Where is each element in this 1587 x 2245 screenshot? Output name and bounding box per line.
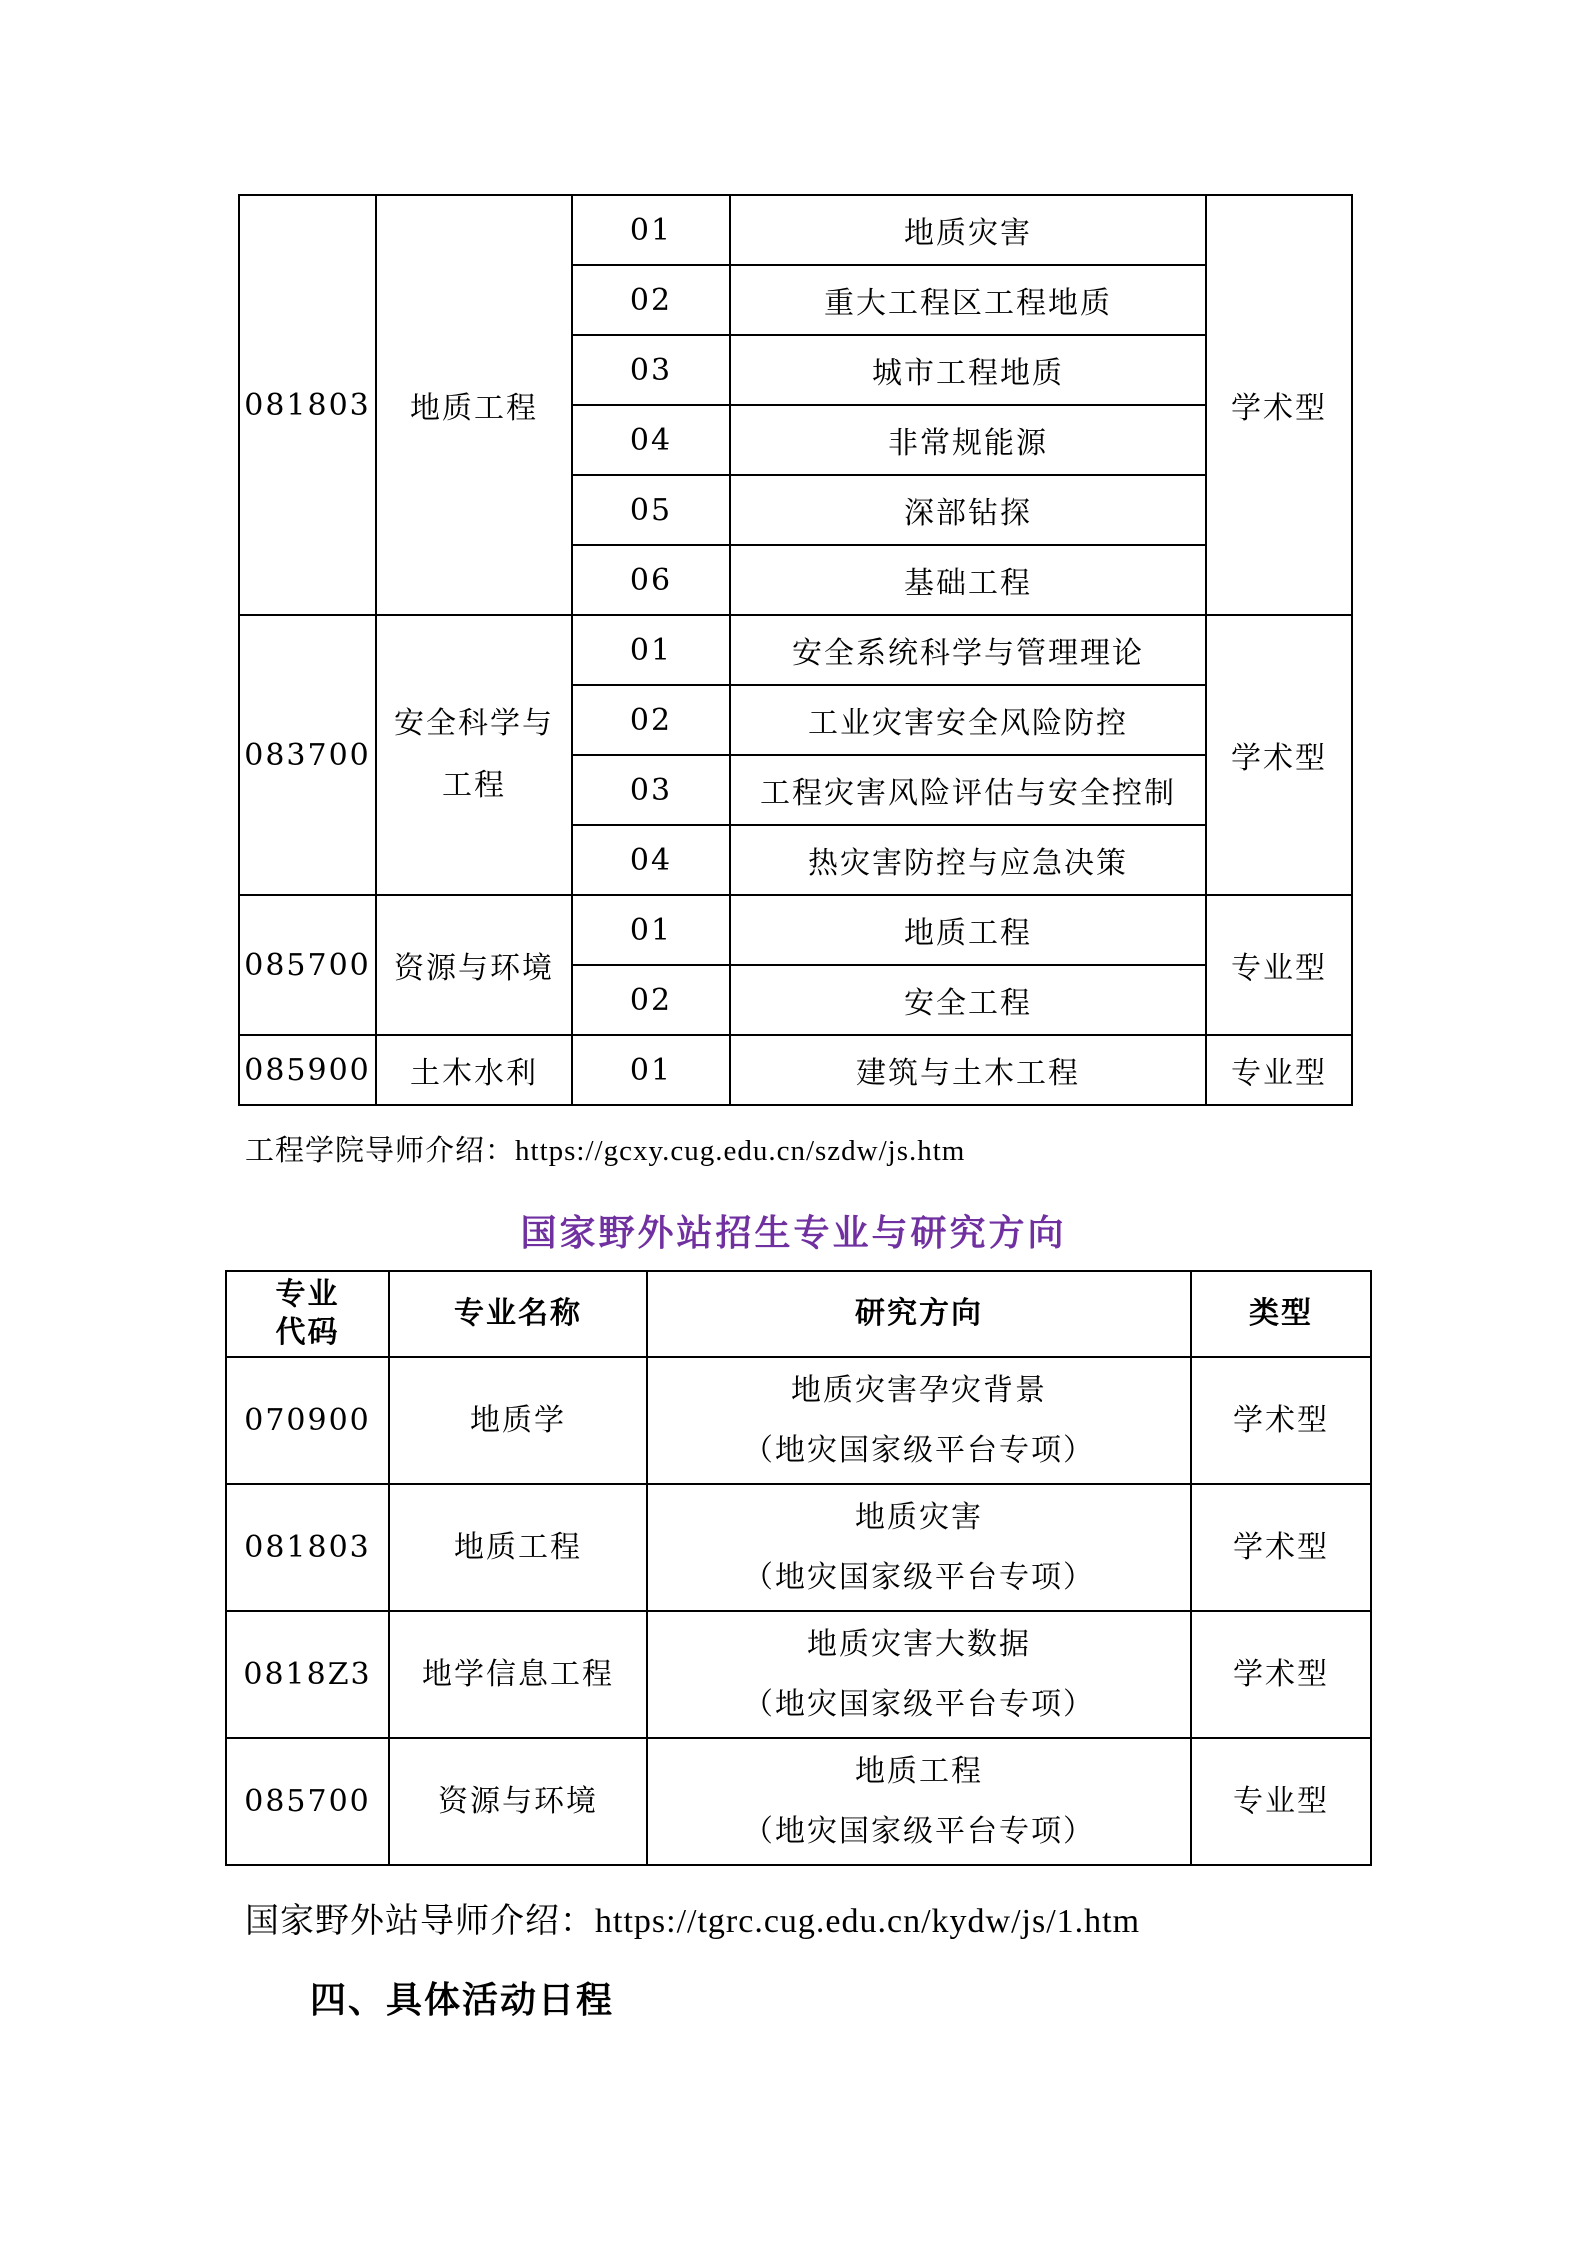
direction-no: 01 — [572, 1035, 730, 1105]
major-name: 地质工程 — [376, 195, 572, 615]
majors-table-engineering — [238, 194, 1353, 1106]
table-row — [239, 195, 1352, 265]
field-station-advisor-note — [245, 1893, 1140, 1942]
header-type: 类型 — [1191, 1271, 1371, 1357]
direction-no: 01 — [572, 195, 730, 265]
major-type: 专业型 — [1206, 895, 1352, 1035]
major-name: 地质工程 — [389, 1484, 647, 1611]
direction-no: 05 — [572, 475, 730, 545]
major-name-line: 安全科学与 — [394, 706, 554, 741]
note-label: 国家野外站导师介绍： — [245, 1901, 595, 1941]
table-row — [226, 1484, 1371, 1611]
major-type: 专业型 — [1191, 1738, 1371, 1865]
direction-note: （地灾国家级平台专项） — [743, 1813, 1095, 1849]
direction-name: 基础工程 — [730, 545, 1206, 615]
major-name: 资源与环境 — [376, 895, 572, 1035]
direction-no: 01 — [572, 615, 730, 685]
major-type: 学术型 — [1191, 1611, 1371, 1738]
direction-name: 城市工程地质 — [730, 335, 1206, 405]
header-name: 专业名称 — [389, 1271, 647, 1357]
direction-no: 06 — [572, 545, 730, 615]
direction-line: 地质工程 — [855, 1753, 983, 1789]
direction-no: 03 — [572, 335, 730, 405]
direction-no: 02 — [572, 265, 730, 335]
direction-name: 非常规能源 — [730, 405, 1206, 475]
direction-line: 地质灾害 — [855, 1499, 983, 1535]
header-code-line: 代码 — [275, 1315, 340, 1350]
direction-no: 01 — [572, 895, 730, 965]
direction-no: 02 — [572, 965, 730, 1035]
direction-note: （地灾国家级平台专项） — [743, 1559, 1095, 1595]
major-code: 085700 — [226, 1738, 389, 1865]
table-row — [239, 1035, 1352, 1105]
direction-cell — [647, 1611, 1191, 1738]
major-code: 081803 — [239, 195, 376, 615]
table-row — [226, 1357, 1371, 1484]
direction-no: 04 — [572, 825, 730, 895]
major-name: 地质学 — [389, 1357, 647, 1484]
direction-no: 02 — [572, 685, 730, 755]
major-name: 地学信息工程 — [389, 1611, 647, 1738]
advisor-link[interactable]: https://gcxy.cug.edu.cn/szdw/js.htm — [515, 1135, 966, 1167]
direction-cell — [647, 1484, 1191, 1611]
major-code: 085900 — [239, 1035, 376, 1105]
major-code: 0818Z3 — [226, 1611, 389, 1738]
engineering-advisor-note — [245, 1128, 965, 1169]
direction-cell — [647, 1357, 1191, 1484]
advisor-link[interactable]: https://tgrc.cug.edu.cn/kydw/js/1.htm — [595, 1903, 1141, 1940]
direction-name: 工程灾害风险评估与安全控制 — [730, 755, 1206, 825]
direction-name: 地质灾害 — [730, 195, 1206, 265]
direction-note: （地灾国家级平台专项） — [743, 1432, 1095, 1468]
direction-line: 地质灾害大数据 — [807, 1626, 1031, 1662]
direction-name: 安全工程 — [730, 965, 1206, 1035]
direction-name: 热灾害防控与应急决策 — [730, 825, 1206, 895]
major-name: 资源与环境 — [389, 1738, 647, 1865]
major-code: 081803 — [226, 1484, 389, 1611]
major-type: 学术型 — [1191, 1484, 1371, 1611]
major-type: 学术型 — [1206, 615, 1352, 895]
direction-cell — [647, 1738, 1191, 1865]
direction-line: 地质灾害孕灾背景 — [791, 1372, 1047, 1408]
major-name: 土木水利 — [376, 1035, 572, 1105]
table-row — [226, 1738, 1371, 1865]
header-code-line: 专业 — [275, 1277, 340, 1312]
section-title: 国家野外站招生专业与研究方向 — [520, 1213, 1067, 1254]
header-code — [226, 1271, 389, 1357]
direction-name: 重大工程区工程地质 — [730, 265, 1206, 335]
direction-name: 安全系统科学与管理理论 — [730, 615, 1206, 685]
direction-name: 工业灾害安全风险防控 — [730, 685, 1206, 755]
table-row — [239, 895, 1352, 965]
direction-no: 03 — [572, 755, 730, 825]
direction-name: 地质工程 — [730, 895, 1206, 965]
major-name-line: 工程 — [442, 768, 506, 803]
direction-note: （地灾国家级平台专项） — [743, 1686, 1095, 1722]
direction-no: 04 — [572, 405, 730, 475]
major-type: 专业型 — [1206, 1035, 1352, 1105]
major-type: 学术型 — [1206, 195, 1352, 615]
table-header-row — [226, 1271, 1371, 1357]
header-direction: 研究方向 — [647, 1271, 1191, 1357]
major-code: 085700 — [239, 895, 376, 1035]
table-row — [239, 615, 1352, 685]
note-label: 工程学院导师介绍： — [245, 1133, 516, 1167]
direction-name: 深部钻探 — [730, 475, 1206, 545]
section-heading: 四、具体活动日程 — [310, 1980, 615, 2021]
major-code: 083700 — [239, 615, 376, 895]
direction-name: 建筑与土木工程 — [730, 1035, 1206, 1105]
table-row — [226, 1611, 1371, 1738]
majors-table-field-station — [225, 1270, 1372, 1866]
major-name — [376, 615, 572, 895]
major-type: 学术型 — [1191, 1357, 1371, 1484]
major-code: 070900 — [226, 1357, 389, 1484]
